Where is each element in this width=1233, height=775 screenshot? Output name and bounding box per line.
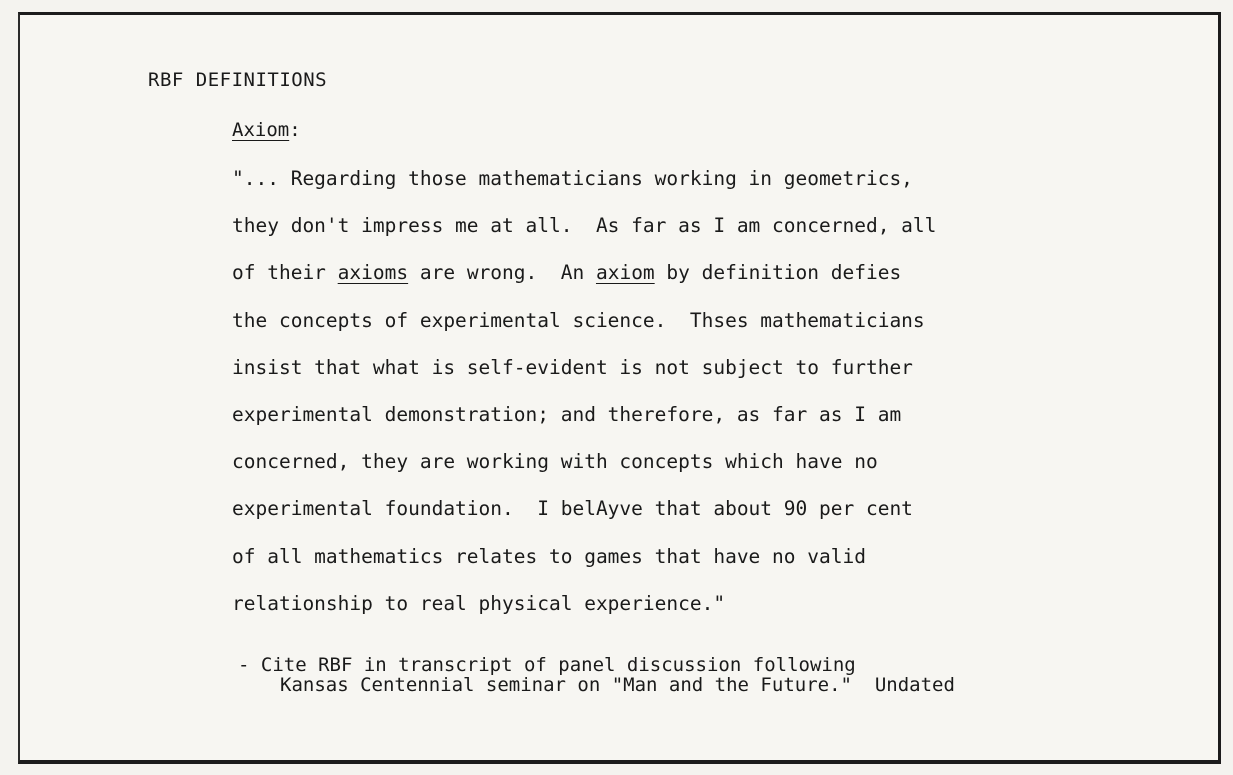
page-title: RBF DEFINITIONS — [148, 69, 328, 91]
quote-line: concerned, they are working with concepts which have no — [232, 450, 878, 474]
quote-text: by definition defies — [654, 261, 902, 285]
quote-text: are wrong. An — [408, 261, 596, 285]
quote-line — [232, 249, 1132, 296]
quote-line: experimental demonstration; and therefore, as far as I am — [232, 403, 902, 427]
quote-line: they don't impress me at all. As far as I am concerned, all — [232, 214, 937, 238]
underlined-axiom: axiom — [595, 261, 655, 285]
citation-line-1: - Cite RBF in transcript of panel discussion following — [238, 654, 856, 676]
citation — [238, 655, 955, 695]
underlined-axioms: axioms — [337, 261, 409, 285]
citation-line-2: Kansas Centennial seminar on "Man and the Future." Undated — [280, 674, 955, 696]
quote-line: experimental foundation. I belAyve that about 90 per cent — [232, 497, 913, 521]
term-suffix: : — [289, 119, 301, 141]
term-heading — [232, 119, 301, 141]
term-word: Axiom — [232, 119, 290, 141]
quote-line: of all mathematics relates to games that have no valid — [232, 544, 866, 568]
quote-text: of their — [232, 261, 338, 285]
quote-line: "... Regarding those mathematicians working in geometrics, — [232, 167, 913, 190]
definition-card — [18, 12, 1221, 764]
quote-line: relationship to real physical experience." — [232, 591, 726, 615]
quote-line: insist that what is self-evident is not subject to further — [232, 355, 913, 379]
quote-block — [232, 155, 1132, 627]
quote-line: the concepts of experimental science. Thses mathematicians — [232, 308, 925, 332]
